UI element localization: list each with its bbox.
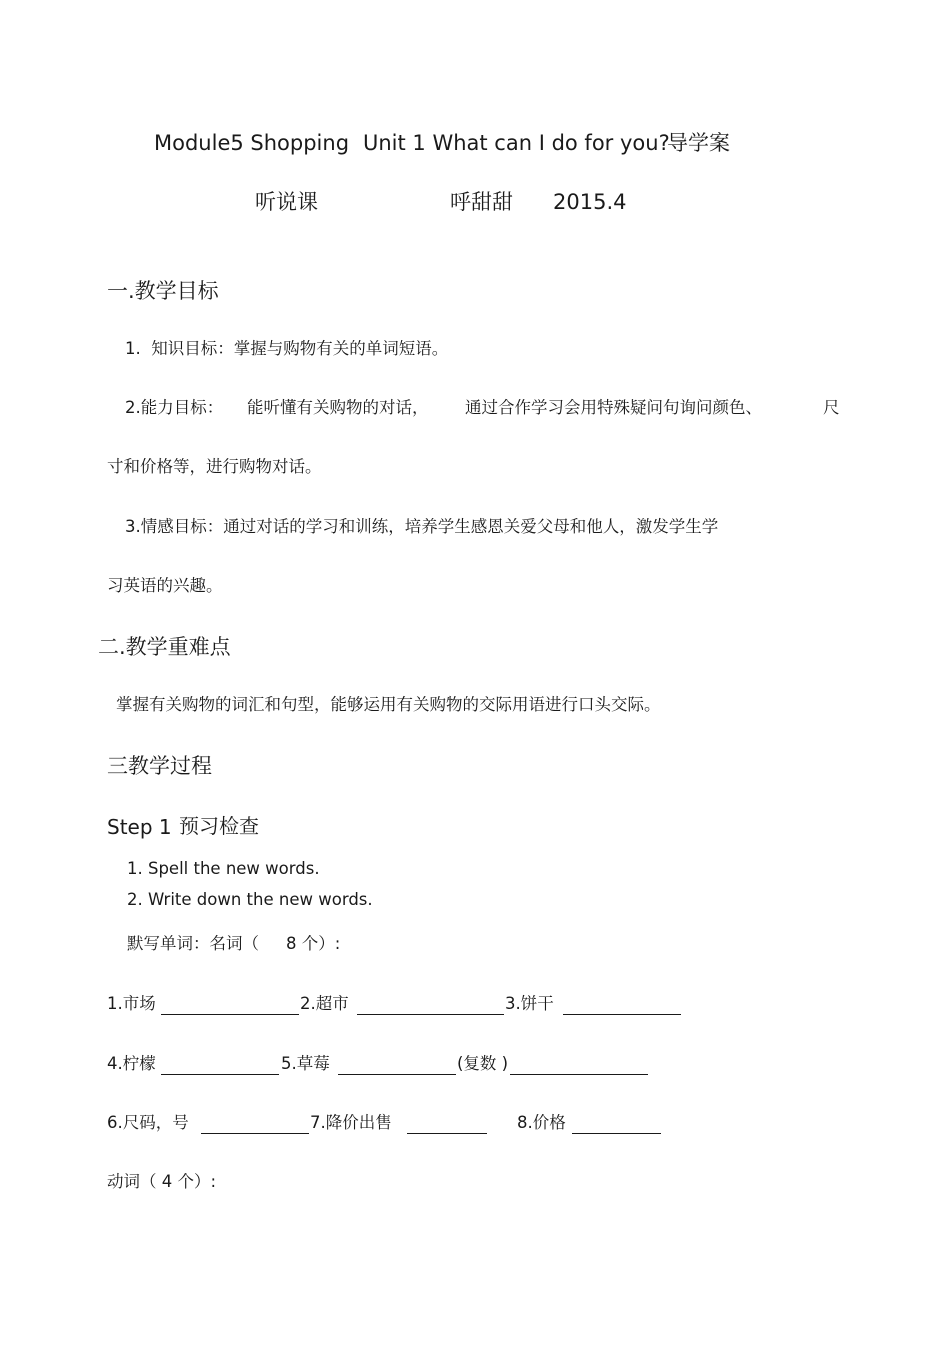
verbs-label: 动词（ 4 个）: xyxy=(107,1172,217,1191)
title-module: Module5 Shopping xyxy=(154,131,350,155)
word-supermarket-label: 2.超市 xyxy=(300,994,349,1013)
word-strawberry-blank[interactable] xyxy=(338,1060,456,1075)
section1-heading: 一.教学目标 xyxy=(107,279,219,303)
word-size-label: 6.尺码，号 xyxy=(107,1113,189,1132)
word-biscuit-blank[interactable] xyxy=(563,1000,681,1015)
task-write: 2. Write down the new words. xyxy=(127,890,373,909)
word-price-label: 8.价格 xyxy=(517,1113,566,1132)
word-supermarket-blank[interactable] xyxy=(357,1000,504,1015)
step1-title: 预习检查 xyxy=(179,814,259,838)
title-unit: Unit 1 What can I do for you? xyxy=(363,131,670,155)
word-price-blank[interactable] xyxy=(572,1119,661,1134)
goal-ability-cont: 寸和价格等，进行购物对话。 xyxy=(107,457,322,476)
lesson-type: 听说课 xyxy=(255,190,318,214)
section2-heading: 二.教学重难点 xyxy=(98,635,231,659)
word-sale-label: 7.降价出售 xyxy=(310,1113,392,1132)
goal-ability-part3: 尺 xyxy=(823,398,840,417)
word-market-blank[interactable] xyxy=(161,1000,299,1015)
title-type: 导学案 xyxy=(667,131,730,155)
goal-emotion: 3.情感目标：通过对话的学习和训练，培养学生感恩关爱父母和他人，激发学生学 xyxy=(125,517,719,536)
dictation-label: 默写单词：名词（ xyxy=(127,934,259,953)
word-plural-label: (复数 ) xyxy=(457,1054,509,1073)
word-lemon-label: 4.柠檬 xyxy=(107,1054,156,1073)
date: 2015.4 xyxy=(553,190,627,214)
word-size-blank[interactable] xyxy=(201,1119,309,1134)
step1-label: Step 1 xyxy=(107,815,172,839)
task-spell: 1. Spell the new words. xyxy=(127,859,320,878)
goal-ability-part2: 通过合作学习会用特殊疑问句询问颜色、 xyxy=(465,398,762,417)
dictation-count: 8 个）: xyxy=(286,934,341,953)
section3-heading: 三教学过程 xyxy=(107,754,212,778)
word-market-label: 1.市场 xyxy=(107,994,156,1013)
word-biscuit-label: 3.饼干 xyxy=(505,994,554,1013)
teacher-name: 呼甜甜 xyxy=(450,190,513,214)
goal-emotion-cont: 习英语的兴趣。 xyxy=(107,576,223,595)
word-lemon-blank[interactable] xyxy=(161,1060,279,1075)
goal-knowledge: 1. 知识目标：掌握与购物有关的单词短语。 xyxy=(125,339,449,358)
word-strawberry-label: 5.草莓 xyxy=(281,1054,330,1073)
section2-content: 掌握有关购物的词汇和句型，能够运用有关购物的交际用语进行口头交际。 xyxy=(116,695,661,714)
word-sale-blank[interactable] xyxy=(407,1119,487,1134)
goal-ability-part1: 能听懂有关购物的对话， xyxy=(247,398,429,417)
goal-ability-label: 2.能力目标： xyxy=(125,398,224,417)
word-plural-blank[interactable] xyxy=(510,1060,648,1075)
